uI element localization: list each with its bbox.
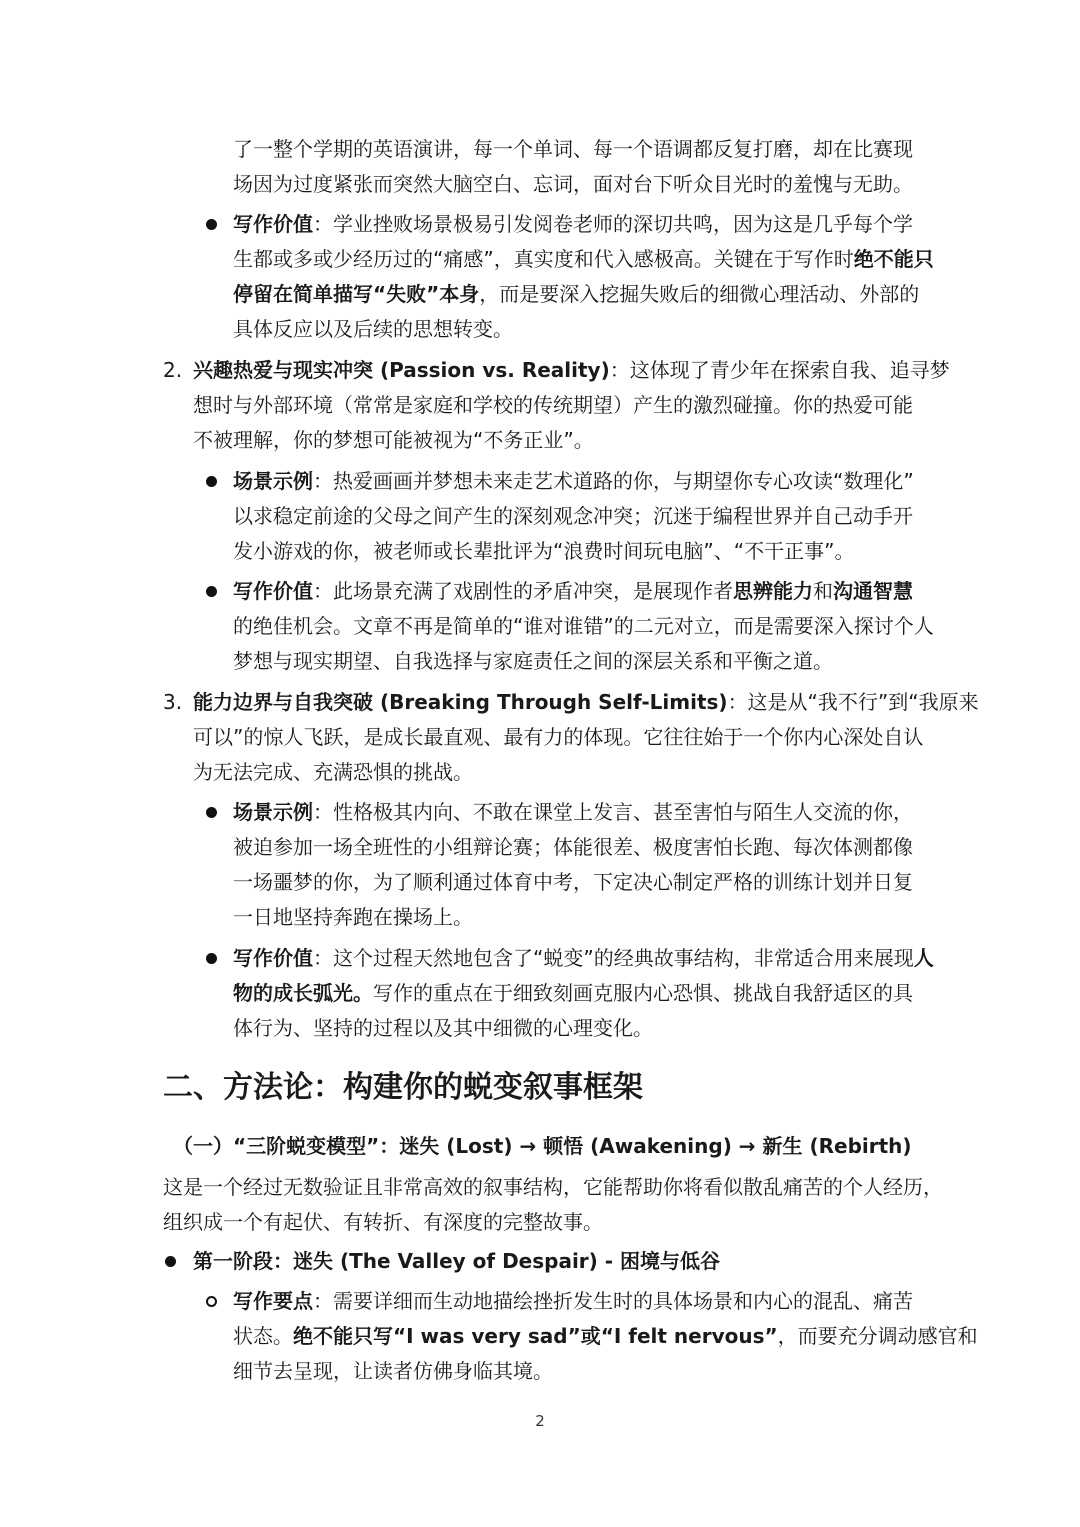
bullet-icon <box>206 219 217 230</box>
item2-scene-paragraph: 场景示例：热爱画画并梦想未来走艺术道路的你，与期望你专心攻读“数理化” 以求稳定前途的父母之间产生的深刻观念冲突；沉迷于编程世界并自己动手开 发小游戏的你，被老师或长辈批评为“浪费时间玩电脑”、“不干正事”。 <box>233 469 914 563</box>
bullet-icon <box>206 476 217 487</box>
bullet-icon <box>206 807 217 818</box>
item2-value-paragraph: 写作价值：此场景充满了戏剧性的矛盾冲突，是展现作者思辨能力和沟通智慧 的绝佳机会。文章不再是简单的“谁对谁错”的二元对立，而是需要深入探讨个人 梦想与现实期望、自我选择与家庭责任之间的深层关系和平衡之道。 <box>233 579 934 673</box>
item2-paragraph: 兴趣热爱与现实冲突 (Passion vs. Reality)：这体现了青少年在探索自我、追寻梦 想时与外部环境（常常是家庭和学校的传统期望）产生的激烈碰撞。你的热爱可能 不被理解，你的梦想可能被视为“不务正业”。 <box>193 358 950 452</box>
section-heading: 二、方法论：构建你的蜕变叙事框架 <box>163 1070 643 1105</box>
intro-paragraph: 这是一个经过无数验证且非常高效的叙事结构，它能帮助你将看似散乱痛苦的个人经历， 组织成一个有起伏、有转折、有深度的完整故事。 <box>163 1175 943 1234</box>
item2-title: 兴趣热爱与现实冲突 (Passion vs. Reality) <box>193 358 610 382</box>
item3-scene-paragraph: 场景示例：性格极其内向、不敢在课堂上发言、甚至害怕与陌生人交流的你， 被迫参加一场全班性的小组辩论赛；体能很差、极度害怕长跑、每次体测都像 一场噩梦的你，为了顺利通过体育中考，下定决心制定严格的训练计划并日复 一日地坚持奔跑在操场上。 <box>233 800 913 929</box>
bullet-icon <box>206 586 217 597</box>
stage1-heading: 第一阶段：迷失 (The Valley of Despair) - 困境与低谷 <box>193 1249 721 1273</box>
item1-value-paragraph: 写作价值：学业挫败场景极易引发阅卷老师的深切共鸣，因为这是几乎每个学 生都或多或少经历过的“痛感”，真实度和代入感极高。关键在于写作时绝不能只 停留在简单描写“失败”本身，而是要深入挖掘失败后的细微心理活动、外部的 具体反应以及后续的思想转变。 <box>233 212 934 341</box>
subsection-heading: （一）“三阶蜕变模型”：迷失 (Lost) → 顿悟 (Awakening) → 新生 (Rebirth) <box>173 1134 912 1158</box>
list-number: 3. <box>163 690 183 714</box>
item3-value-paragraph: 写作价值：这个过程天然地包含了“蜕变”的经典故事结构，非常适合用来展现人 物的成长弧光。写作的重点在于细致刻画克服内心恐惧、挑战自我舒适区的具 体行为、坚持的过程以及其中细微的心理变化。 <box>233 946 934 1040</box>
item3-paragraph: 能力边界与自我突破 (Breaking Through Self-Limits)：这是从“我不行”到“我原来 可以”的惊人飞跃，是成长最直观、最有力的体现。它往往始于一个你内心深处自认 为无法完成、充满恐惧的挑战。 <box>193 690 979 784</box>
list-number: 2. <box>163 358 183 382</box>
continuation-paragraph <box>233 132 1080 202</box>
stage1-point-paragraph: 写作要点：需要详细而生动地描绘挫折发生时的具体场景和内心的混乱、痛苦 状态。绝不能只写“I was very sad”或“I felt nervous”，而要充分调动感官和 细节去呈现，让读者仿佛身临其境。 <box>233 1289 978 1383</box>
page-number: 2 <box>535 1412 545 1430</box>
bullet-icon <box>165 1256 176 1267</box>
bullet-icon <box>206 953 217 964</box>
sub-bullet-icon <box>206 1296 217 1307</box>
value-label: 写作价值 <box>233 212 313 236</box>
item3-title: 能力边界与自我突破 (Breaking Through Self-Limits) <box>193 690 728 714</box>
text-line: 场因为过度紧张而突然大脑空白、忘词，面对台下听众目光时的羞愧与无助。 <box>233 172 913 196</box>
text-line: 了一整个学期的英语演讲，每一个单词、每一个语调都反复打磨，却在比赛现 <box>233 137 913 161</box>
